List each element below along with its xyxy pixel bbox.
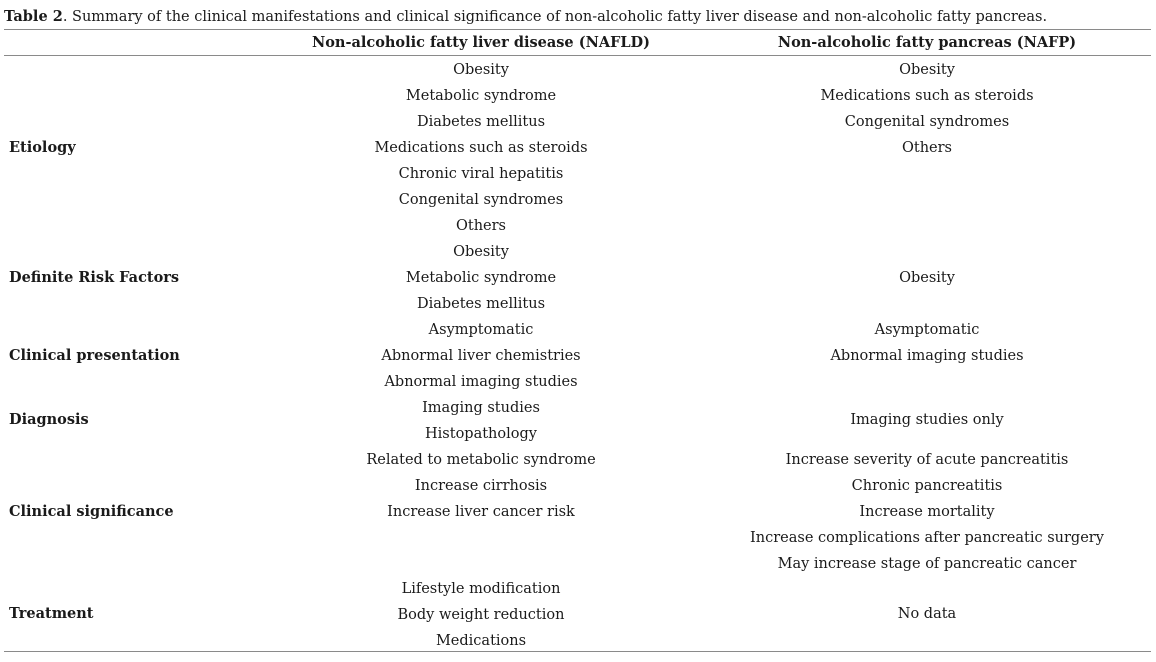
column-header-nafld: Non-alcoholic fatty liver disease (NAFLD)	[311, 34, 650, 51]
list-item: Histopathology	[425, 426, 537, 442]
list-item: Metabolic syndrome	[405, 88, 557, 104]
list-item: Obesity	[453, 244, 509, 260]
top-rule	[4, 29, 1151, 30]
list-item: Increase mortality	[859, 504, 995, 520]
row-label-treatment: Treatment	[9, 605, 94, 622]
list-item: Chronic viral hepatitis	[398, 166, 564, 182]
list-item: Asymptomatic	[428, 322, 534, 338]
list-item: Increase cirrhosis	[414, 478, 548, 494]
cell-diagnosis-nafp	[707, 407, 1147, 433]
bottom-rule	[4, 651, 1151, 652]
list-item: Lifestyle modification	[401, 581, 561, 597]
row-label-etiology: Etiology	[9, 139, 76, 156]
list-item: Obesity	[899, 62, 955, 78]
list-item: Related to metabolic syndrome	[366, 452, 596, 468]
list-item: Imaging studies	[422, 400, 540, 416]
cell-etiology-nafp	[707, 57, 1147, 161]
list-item: Obesity	[453, 62, 509, 78]
list-item: Diabetes mellitus	[416, 296, 546, 312]
list-item: Diabetes mellitus	[416, 114, 546, 130]
row-label-significance: Clinical significance	[9, 503, 174, 520]
list-item: Obesity	[899, 270, 955, 286]
cell-presentation-nafp	[707, 317, 1147, 369]
table-caption-label: Table 2	[4, 8, 63, 25]
list-item: Abnormal liver chemistries	[381, 348, 581, 364]
list-item: Increase severity of acute pancreatitis	[785, 452, 1069, 468]
list-item: Others	[455, 218, 506, 234]
list-item: Body weight reduction	[397, 607, 565, 623]
list-item: Medications such as steroids	[374, 140, 588, 156]
list-item: Medications such as steroids	[820, 88, 1034, 104]
list-item: Imaging studies only	[850, 412, 1004, 428]
cell-significance-nafld	[255, 447, 707, 525]
list-item: No data	[897, 606, 957, 622]
list-item: Increase complications after pancreatic surgery	[750, 530, 1104, 546]
cell-treatment-nafld	[255, 576, 707, 654]
list-item: Metabolic syndrome	[405, 270, 557, 286]
row-label-diagnosis: Diagnosis	[9, 411, 89, 428]
row-label-risk-factors: Definite Risk Factors	[9, 269, 180, 286]
table-caption	[4, 7, 1154, 27]
cell-risk-nafp	[707, 265, 1147, 291]
list-item: May increase stage of pancreatic cancer	[777, 556, 1077, 572]
list-item: Increase liver cancer risk	[387, 504, 575, 520]
cell-treatment-nafp	[707, 601, 1147, 627]
cell-presentation-nafld	[255, 317, 707, 395]
cell-significance-nafp	[707, 447, 1147, 577]
column-header-nafp: Non-alcoholic fatty pancreas (NAFP)	[777, 34, 1077, 51]
table-caption-text: . Summary of the clinical manifestations and clinical significance of non-alcoholic fatty liver disease and non-alcoholic fatty pancreas.	[62, 9, 1048, 25]
list-item: Abnormal imaging studies	[830, 348, 1024, 364]
cell-risk-nafld	[255, 239, 707, 317]
list-item: Others	[901, 140, 952, 156]
list-item: Medications	[435, 633, 527, 649]
cell-diagnosis-nafld	[255, 395, 707, 447]
list-item: Abnormal imaging studies	[384, 374, 578, 390]
list-item: Congenital syndromes	[398, 192, 564, 208]
header-rule	[4, 55, 1151, 56]
list-item: Congenital syndromes	[844, 114, 1010, 130]
list-item: Asymptomatic	[874, 322, 980, 338]
cell-etiology-nafld	[255, 57, 707, 239]
row-label-presentation: Clinical presentation	[9, 347, 180, 364]
list-item: Chronic pancreatitis	[851, 478, 1003, 494]
